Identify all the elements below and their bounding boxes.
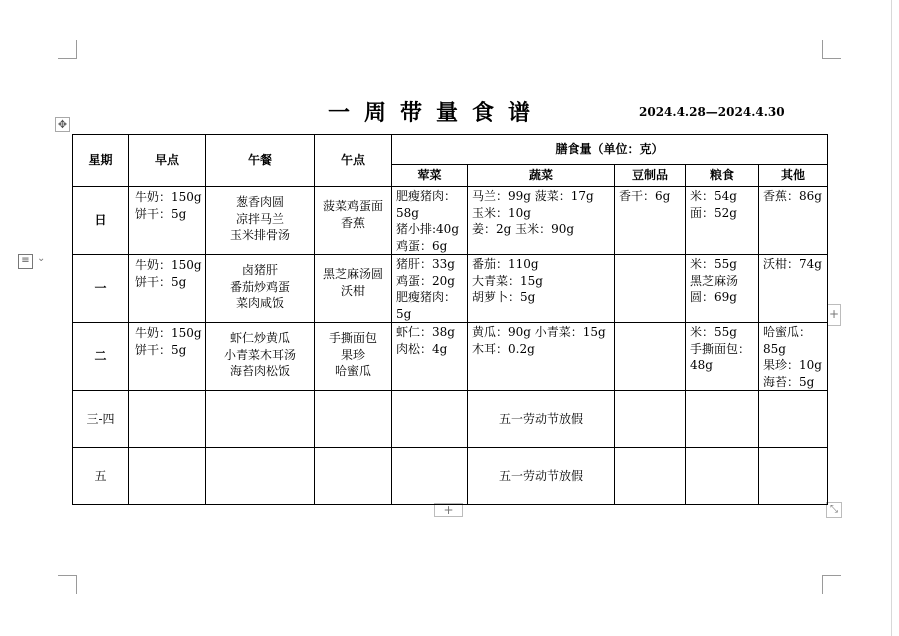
header-vegetables: 蔬菜 bbox=[468, 165, 615, 187]
meat-cell: 虾仁：38g 肉松：4g bbox=[392, 323, 468, 391]
page-edge bbox=[891, 0, 892, 636]
header-snack: 午点 bbox=[315, 135, 392, 187]
header-meat: 荤菜 bbox=[392, 165, 468, 187]
header-grain: 粮食 bbox=[686, 165, 759, 187]
breakfast-cell: 牛奶：150g 饼干：5g bbox=[129, 255, 206, 323]
snack-cell bbox=[315, 391, 392, 448]
snack-cell bbox=[315, 448, 392, 505]
day-cell: 日 bbox=[73, 187, 129, 255]
breakfast-cell: 牛奶：150g 饼干：5g bbox=[129, 187, 206, 255]
lunch-cell: 虾仁炒黄瓜 小青菜木耳汤 海苔肉松饭 bbox=[206, 323, 315, 391]
table-row bbox=[73, 255, 828, 323]
move-icon: ✥ bbox=[57, 118, 68, 131]
chevron-down-icon: ⌄ bbox=[37, 253, 46, 264]
vegetable-cell: 番茄：110g 大青菜：15g 胡萝卜：5g bbox=[468, 255, 615, 323]
day-cell: 一 bbox=[73, 255, 129, 323]
snack-cell: 菠菜鸡蛋面 香蕉 bbox=[315, 187, 392, 255]
header-weekday: 星期 bbox=[73, 135, 129, 187]
breakfast-cell: 牛奶：150g 饼干：5g bbox=[129, 323, 206, 391]
day-cell: 三-四 bbox=[73, 391, 129, 448]
table-move-handle[interactable] bbox=[55, 117, 70, 132]
header-other: 其他 bbox=[759, 165, 828, 187]
table-row bbox=[73, 323, 828, 391]
breakfast-cell bbox=[129, 391, 206, 448]
table-row bbox=[73, 448, 828, 505]
other-cell: 哈蜜瓜： 85g 果珍：10g 海苔：5g bbox=[759, 323, 828, 391]
grain-cell: 米：55g 手撕面包： 48g bbox=[686, 323, 759, 391]
meat-cell bbox=[392, 391, 468, 448]
other-cell bbox=[759, 448, 828, 505]
meat-cell: 猪肝：33g 鸡蛋：20g 肥瘦猪肉： 5g bbox=[392, 255, 468, 323]
lunch-cell bbox=[206, 448, 315, 505]
grain-cell: 米：54g 面：52g bbox=[686, 187, 759, 255]
table-row bbox=[73, 391, 828, 448]
breakfast-cell bbox=[129, 448, 206, 505]
margin-corner-bottom-left bbox=[58, 575, 77, 594]
holiday-note: 五一劳动节放假 bbox=[468, 391, 615, 448]
other-cell: 香蕉：86g bbox=[759, 187, 828, 255]
plus-icon: + bbox=[828, 307, 840, 321]
weekly-menu-table bbox=[72, 134, 828, 505]
soy-cell bbox=[615, 255, 686, 323]
soy-cell bbox=[615, 323, 686, 391]
lunch-cell bbox=[206, 391, 315, 448]
table-resize-handle[interactable] bbox=[826, 502, 842, 518]
date-range: 2024.4.28—2024.4.30 bbox=[639, 105, 785, 119]
header-breakfast: 早点 bbox=[129, 135, 206, 187]
holiday-note: 五一劳动节放假 bbox=[468, 448, 615, 505]
other-cell bbox=[759, 391, 828, 448]
snack-cell: 黑芝麻汤圆 沃柑 bbox=[315, 255, 392, 323]
add-row-button[interactable] bbox=[434, 503, 463, 517]
margin-corner-top-left bbox=[58, 40, 77, 59]
soy-cell bbox=[615, 448, 686, 505]
grain-cell bbox=[686, 391, 759, 448]
vegetable-cell: 马兰：99g 菠菜：17g 玉米：10g 姜：2g 玉米：90g bbox=[468, 187, 615, 255]
day-cell: 五 bbox=[73, 448, 129, 505]
plus-icon: + bbox=[443, 503, 454, 517]
header-intake: 膳食量（单位：克） bbox=[392, 135, 828, 165]
day-cell: 二 bbox=[73, 323, 129, 391]
soy-cell bbox=[615, 391, 686, 448]
lunch-cell: 卤猪肝 番茄炒鸡蛋 菜肉咸饭 bbox=[206, 255, 315, 323]
row-menu-widget[interactable] bbox=[18, 253, 51, 271]
grain-cell: 米：55g 黑芝麻汤 圆：69g bbox=[686, 255, 759, 323]
other-cell: 沃柑：74g bbox=[759, 255, 828, 323]
grain-cell bbox=[686, 448, 759, 505]
snack-cell: 手撕面包 果珍 哈蜜瓜 bbox=[315, 323, 392, 391]
resize-icon: ⤡ bbox=[830, 504, 838, 515]
add-column-button[interactable] bbox=[827, 304, 841, 326]
meat-cell bbox=[392, 448, 468, 505]
header-soy: 豆制品 bbox=[615, 165, 686, 187]
row-menu-icon: ≡ bbox=[18, 254, 33, 269]
header-lunch: 午餐 bbox=[206, 135, 315, 187]
soy-cell: 香干：6g bbox=[615, 187, 686, 255]
meat-cell: 肥瘦猪肉： 58g 猪小排:40g 鸡蛋：6g bbox=[392, 187, 468, 255]
vegetable-cell: 黄瓜：90g 小青菜：15g 木耳：0.2g bbox=[468, 323, 615, 391]
page-title: 一周带量食谱 bbox=[328, 100, 545, 126]
margin-corner-bottom-right bbox=[822, 575, 841, 594]
lunch-cell: 葱香肉圆 凉拌马兰 玉米排骨汤 bbox=[206, 187, 315, 255]
table-row bbox=[73, 187, 828, 255]
margin-corner-top-right bbox=[822, 40, 841, 59]
